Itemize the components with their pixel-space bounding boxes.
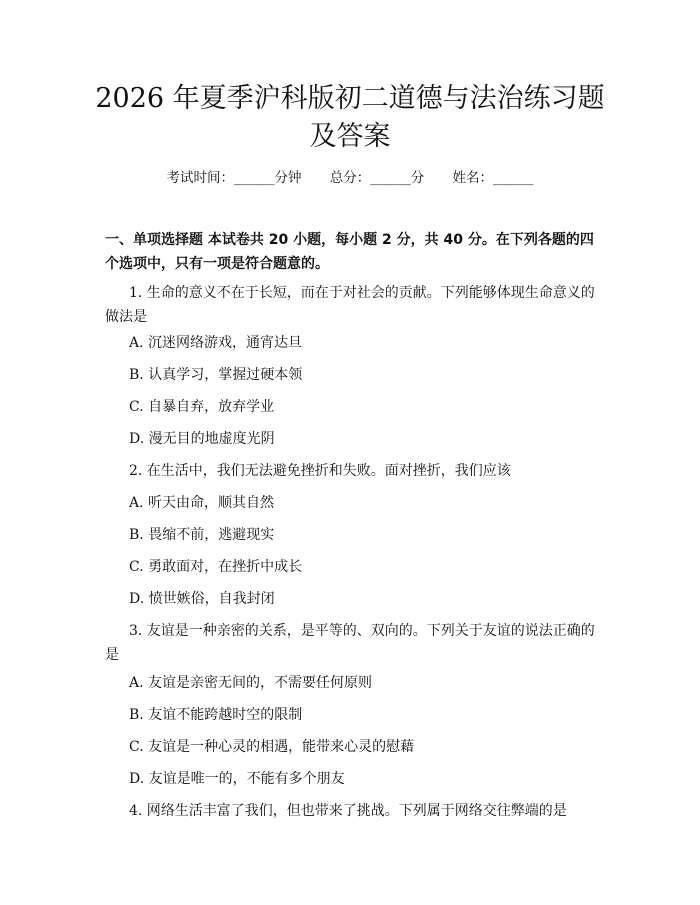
student-name-field: 姓名：______ bbox=[452, 170, 534, 186]
question-stem: 3. 友谊是一种亲密的关系，是平等的、双向的。下列关于友谊的说法正确的是 bbox=[105, 623, 595, 663]
question-stem: 4. 网络生活丰富了我们，但也带来了挑战。下列属于网络交往弊端的是 bbox=[129, 803, 567, 819]
exam-time-field: 考试时间：______分钟 bbox=[166, 170, 302, 186]
option-d: D. 友谊是唯一的，不能有多个朋友 bbox=[129, 771, 345, 787]
option-d: D. 漫无目的地虚度光阴 bbox=[129, 431, 275, 447]
option-a: A. 沉迷网络游戏，通宵达旦 bbox=[129, 335, 303, 351]
option-c: C. 自暴自弃，放弃学业 bbox=[129, 399, 275, 415]
question-stem: 1. 生命的意义不在于长短，而在于对社会的贡献。下列能够体现生命意义的做法是 bbox=[105, 285, 595, 325]
option-a: A. 友谊是亲密无间的，不需要任何原则 bbox=[129, 675, 373, 691]
option-a: A. 听天由命，顺其自然 bbox=[129, 495, 275, 511]
option-b: B. 友谊不能跨越时空的限制 bbox=[129, 707, 303, 723]
question-stem: 2. 在生活中，我们无法避免挫折和失败。面对挫折，我们应该 bbox=[129, 463, 511, 479]
option-c: C. 勇敢面对，在挫折中成长 bbox=[129, 559, 303, 575]
option-c: C. 友谊是一种心灵的相遇，能带来心灵的慰藉 bbox=[129, 739, 415, 755]
document-title: 2026 年夏季沪科版初二道德与法治练习题及答案 bbox=[95, 83, 605, 152]
option-b: B. 认真学习，掌握过硬本领 bbox=[129, 367, 303, 383]
total-score-field: 总分：______分 bbox=[329, 170, 425, 186]
option-d: D. 愤世嫉俗，自我封闭 bbox=[129, 591, 275, 607]
section-heading: 一、单项选择题 本试卷共 20 小题，每小题 2 分，共 40 分。在下列各题的四个选项中，只有一项是符合题意的。 bbox=[105, 232, 594, 272]
option-b: B. 畏缩不前，逃避现实 bbox=[129, 527, 275, 543]
exam-info-line bbox=[0, 168, 700, 188]
